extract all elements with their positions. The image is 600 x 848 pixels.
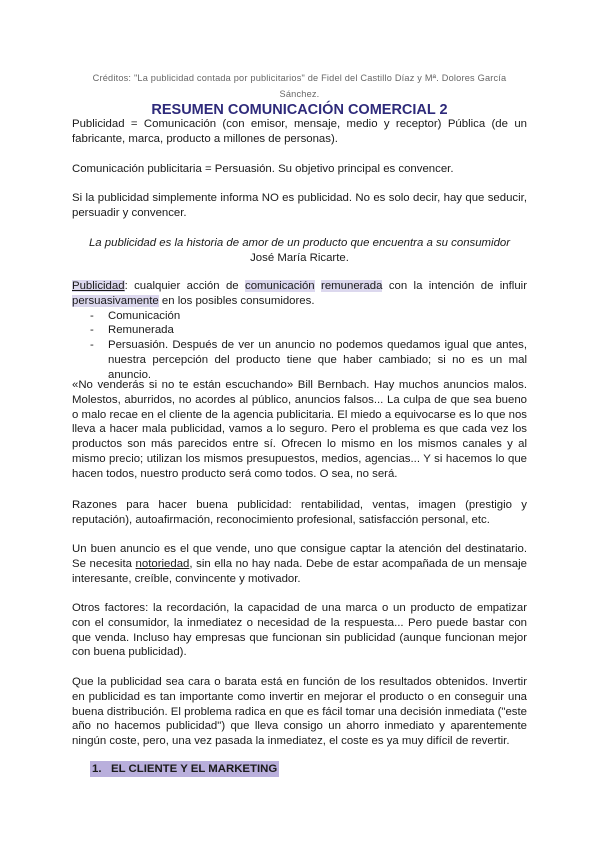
text: : cualquier acción de [124, 280, 245, 292]
text: , sin ella no hay nada. Debe de estar acompañada de un mensaje interesante, creíble, convincente y motivador. [72, 557, 527, 585]
definition [72, 279, 527, 383]
paragraph-comunicacion: Comunicación publicitaria = Persuasión. Su objetivo principal es convencer. [72, 163, 454, 175]
credits: Créditos: "La publicidad contada por publicitarios" de Fidel del Castillo Díaz y Mª. Dolores García Sánchez. [92, 73, 507, 99]
quote-author: José María Ricarte. [250, 251, 349, 264]
paragraph-informa: Si la publicidad simplemente informa NO es publicidad. No es solo decir, hay que seducir, persuadir y convencer. [72, 192, 527, 219]
page-title: RESUMEN COMUNICACIÓN COMERCIAL 2 [151, 102, 448, 118]
text: con la intención de influir [382, 280, 527, 292]
highlight: comunicación [245, 280, 315, 292]
quote-text: La publicidad es la historia de amor de un producto que encuentra a su consumidor [88, 237, 511, 249]
paragraph-cara-barata: Que la publicidad sea cara o barata está en función de los resultados obtenidos. Invertir en publicidad es tan importante como invertir en mejorar el producto o en conseguir una buena distribución. El problema radica en que es fácil tomar una decisión inmediata ("este año no hacemos publicidad") que lleva consigo un ahorro inmediato y aparentemente ningún coste, pero, una vez pasada la inmediatez, el coste es ya muy difícil de revertir. [72, 676, 527, 748]
text: en los posibles consumidores. [158, 294, 315, 307]
paragraph-razones: Razones para hacer buena publicidad: rentabilidad, ventas, imagen (prestigio y reputación), autoafirmación, reconocimiento profesional, satisfacción personal, etc. [72, 499, 527, 526]
paragraph-buen-anuncio [72, 542, 527, 586]
list-item: - Remunerada [72, 323, 527, 338]
paragraph-otros-factores: Otros factores: la recordación, la capacidad de una marca o un producto de empatizar con el consumidor, la inmediatez o necesidad de la respuesta... Pero puede bastar con que venda. Incluso hay empresas que funcionan sin publicidad (aunque funcionan mejor con buena publicidad). [72, 602, 527, 659]
quote [72, 236, 527, 266]
highlight: persuasivamente [72, 294, 159, 307]
section-heading: 1. EL CLIENTE Y EL MARKETING [92, 763, 278, 775]
list-item: - Persuasión. Después de ver un anuncio no podemos quedamos igual que antes, nuestra percepción del producto tiene que haber cambiado; si no es un mal anuncio. [72, 338, 527, 382]
term: Publicidad [72, 280, 125, 292]
bullet-list [72, 309, 527, 383]
paragraph-publicidad: Publicidad = Comunicación (con emisor, mensaje, medio y receptor) Pública (de un fabricante, marca, producto a millones de personas). [72, 118, 527, 145]
highlight: remunerada [321, 280, 383, 292]
paragraph-bernbach: «No venderás si no te están escuchando» Bill Bernbach. Hay muchos anuncios malos. Molestos, aburridos, no acordes al público, anuncios falsos... La culpa de que sea bueno o malo recae en el cliente de la agencia publicitaria. El miedo a equivocarse es lo que nos lleva a hacer mala publicidad, vamos a lo seguro. Pero el problema es que cada vez los productos son más parecidos entre sí. Ofrecen lo mismo en los mismos canales y al mismo precio; utilizan los mismos presupuestos, medios, agencias... Y si hacemos lo que hacen todos, nuestro producto será como todos. O sea, no será. [72, 379, 527, 480]
list-item: - Comunicación [72, 309, 527, 324]
underlined-term: notoriedad [135, 557, 190, 570]
text: Un buen anuncio es el que vende, uno que consigue captar la atención del destinatario. Se necesita [72, 543, 527, 570]
